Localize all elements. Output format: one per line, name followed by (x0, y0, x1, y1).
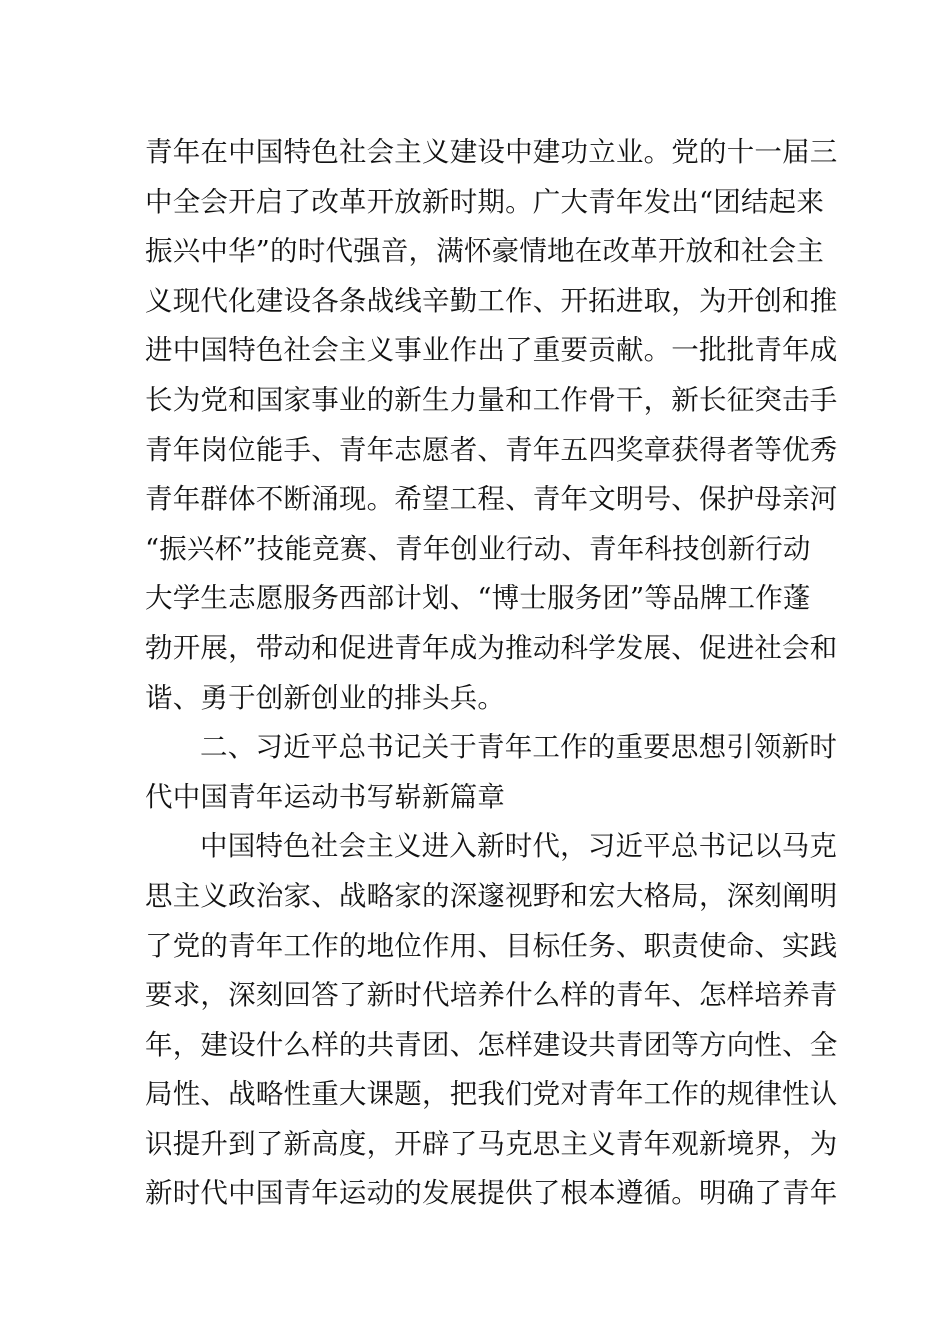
text-line: 了党的青年工作的地位作用、目标任务、职责使命、实践 (145, 929, 838, 962)
text-line: 长为党和国家事业的新生力量和工作骨干，新长征突击手 (145, 383, 838, 416)
text-line: 青年在中国特色社会主义建设中建功立业。党的十一届三 (145, 136, 838, 168)
text-line: 勃开展，带动和促进青年成为推动科学发展、促进社会和 (145, 631, 838, 664)
text-line: “振兴杯”技能竞赛、青年创业行动、青年科技创新行动 (145, 532, 811, 565)
text-line: 年，建设什么样的共青团、怎样建设共青团等方向性、全 (145, 1028, 838, 1061)
text-line: 二、习近平总书记关于青年工作的重要思想引领新时 (200, 731, 838, 764)
text-line: 进中国特色社会主义事业作出了重要贡献。一批批青年成 (145, 334, 838, 367)
text-line: 识提升到了新高度，开辟了马克思主义青年观新境界，为 (145, 1127, 838, 1160)
text-line: 中国特色社会主义进入新时代，习近平总书记以马克 (200, 830, 838, 863)
text-line: 义现代化建设各条战线辛勤工作、开拓进取，为开创和推 (145, 284, 838, 317)
text-line: 新时代中国青年运动的发展提供了根本遵循。明确了青年 (145, 1177, 838, 1210)
text-line: 青年岗位能手、青年志愿者、青年五四奖章获得者等优秀 (145, 433, 838, 466)
text-line: 谐、勇于创新创业的排头兵。 (145, 681, 506, 714)
text-line: 代中国青年运动书写崭新篇章 (145, 780, 506, 813)
text-line: 中全会开启了改革开放新时期。广大青年发出“团结起来 (145, 185, 825, 218)
text-line: 青年群体不断涌现。希望工程、青年文明号、保护母亲河 (145, 483, 838, 516)
text-line: 大学生志愿服务西部计划、“博士服务团”等品牌工作蓬 (145, 582, 811, 615)
text-line: 思主义政治家、战略家的深邃视野和宏大格局，深刻阐明 (145, 879, 838, 912)
text-line: 振兴中华”的时代强音，满怀豪情地在改革开放和社会主 (145, 235, 825, 268)
document-body (145, 128, 838, 1219)
text-line: 局性、战略性重大课题，把我们党对青年工作的规律性认 (145, 1078, 838, 1111)
text-line: 要求，深刻回答了新时代培养什么样的青年、怎样培养青 (145, 979, 838, 1012)
